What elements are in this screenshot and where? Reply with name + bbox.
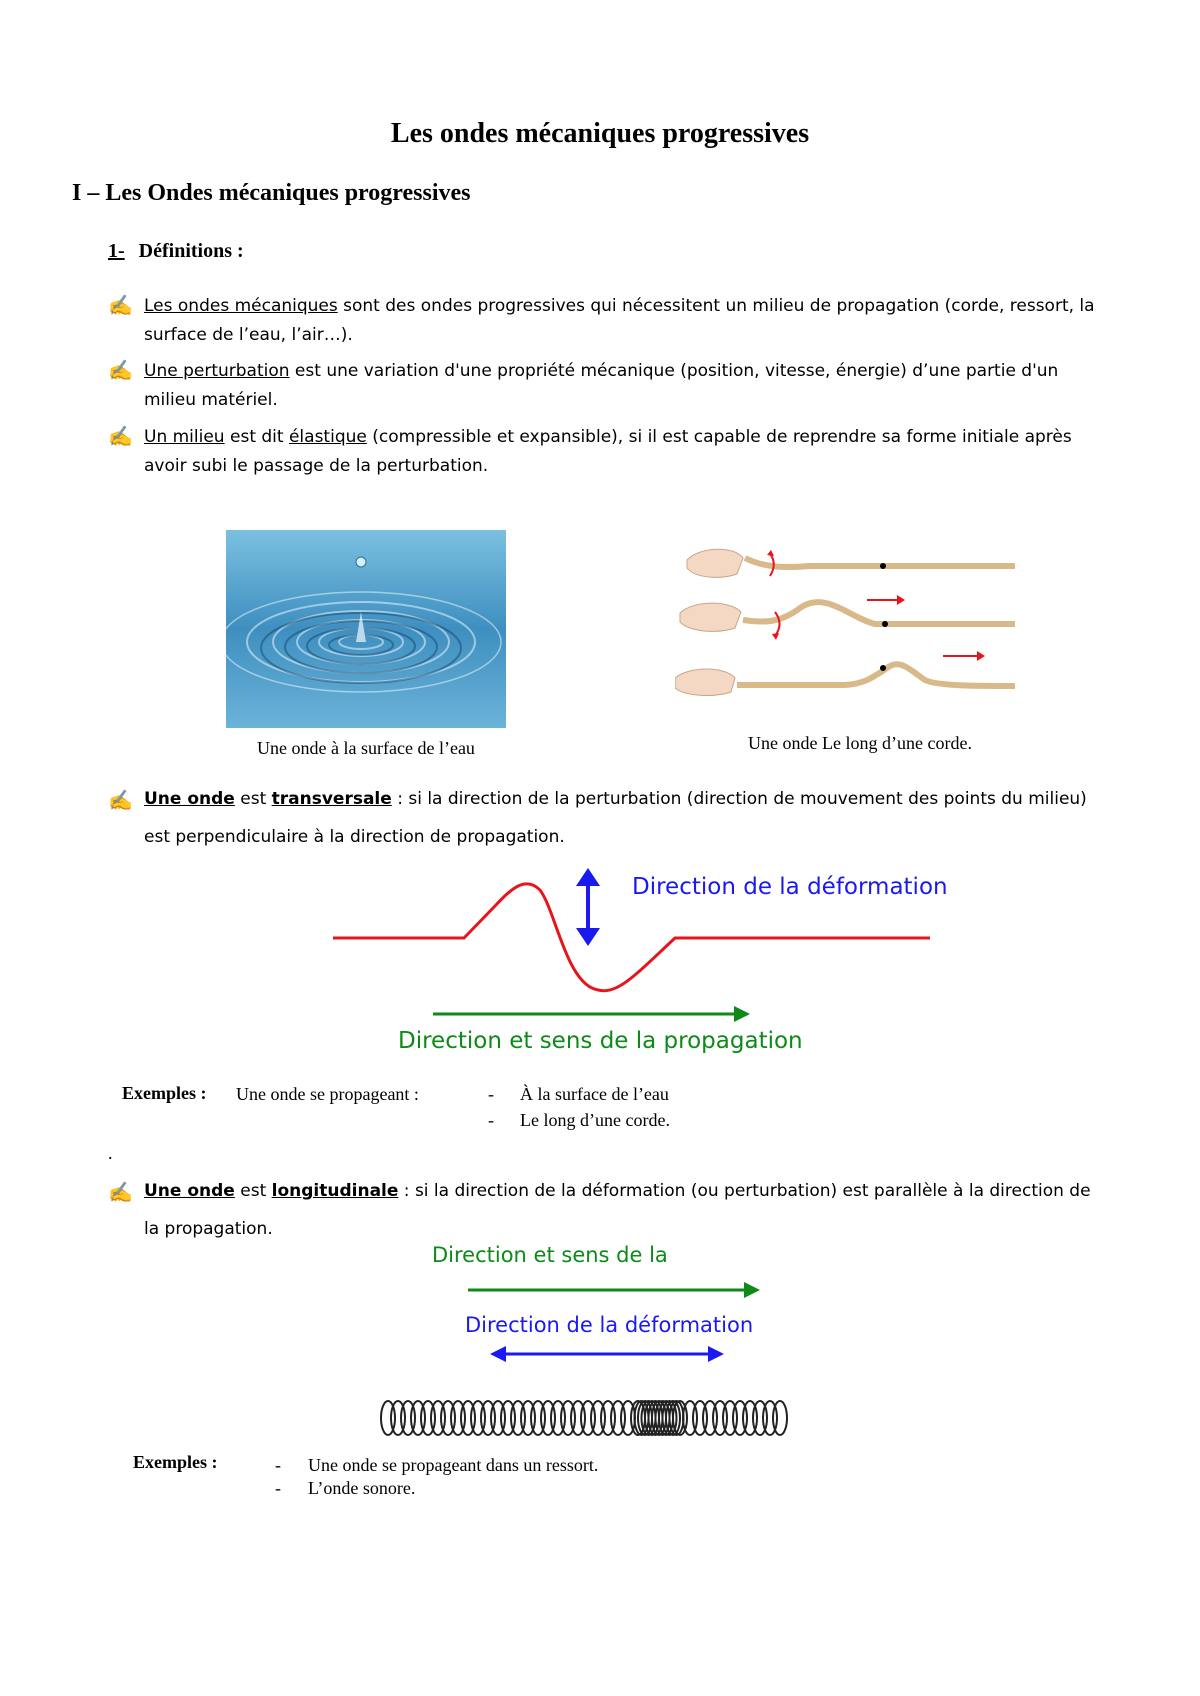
definition-text: est une variation d'une propriété mécanique (position, vitesse, énergie) d’une partie d'un [289, 361, 1059, 381]
water-caption: Une onde à la surface de l’eau [257, 738, 475, 758]
definition-text: (compressible et expansible), si il est capable de reprendre sa forme initiale après [366, 427, 1072, 447]
list-dash: - [275, 1478, 281, 1498]
propagation-arrow-icon [468, 1282, 760, 1298]
page-title: Les ondes mécaniques progressives [390, 118, 810, 149]
list-item: L’onde sonore. [308, 1478, 416, 1498]
rope-caption: Une onde Le long d’une corde. [748, 733, 972, 753]
water-ripple-image [226, 530, 506, 728]
writing-hand-icon: ✍ [108, 295, 133, 317]
term-milieu: Un milieu [144, 427, 225, 447]
list-item: Le long d’une corde. [520, 1110, 670, 1130]
propagation-arrow-icon [433, 1006, 750, 1022]
examples-label: Exemples : [133, 1452, 218, 1472]
spring-coil [773, 1401, 787, 1435]
writing-hand-icon: ✍ [108, 426, 133, 448]
deformation-label: Direction de la déformation [465, 1313, 754, 1337]
stray-dot: . [108, 1143, 113, 1163]
deformation-double-arrow-icon [490, 1346, 724, 1362]
definition-text: milieu matériel. [144, 390, 278, 410]
subsection-label: Définitions : [138, 240, 244, 262]
propagation-label: Direction et sens de la [432, 1243, 668, 1267]
definition-text: est perpendiculaire à la direction de propagation. [144, 827, 565, 847]
definition-onde-transversale [144, 780, 1134, 856]
propagation-label: Direction et sens de la propagation [398, 1028, 803, 1054]
definition-onde-longitudinale [144, 1172, 1134, 1248]
term-elastique: élastique [288, 427, 367, 447]
examples-intro: Une onde se propageant : [236, 1084, 419, 1104]
writing-hand-icon: ✍ [108, 360, 133, 382]
subsection-heading [108, 240, 244, 263]
term-longitudinale: longitudinale [271, 1181, 399, 1201]
spring-coils [381, 1401, 787, 1435]
term-ondes-mecaniques: Les ondes mécaniques [144, 296, 338, 316]
definition-text: sont des ondes progressives qui nécessitent un milieu de propagation (corde, ressort, la [337, 296, 1095, 316]
list-item: Une onde se propageant dans un ressort. [308, 1455, 599, 1475]
definition-text: est dit [224, 427, 289, 447]
section-heading: I – Les Ondes mécaniques progressives [72, 180, 471, 206]
writing-hand-icon: ✍ [108, 1182, 133, 1204]
definition-text: est [234, 789, 272, 809]
definition-text: : si la direction de la perturbation (direction de mouvement des points du milieu) [391, 789, 1087, 809]
definition-onde-mecanique [144, 292, 1134, 350]
list-dash: - [275, 1455, 281, 1475]
deformation-arrow-icon [576, 868, 600, 946]
term-perturbation: Une perturbation [144, 361, 290, 381]
term-une-onde: Une onde [144, 1181, 235, 1201]
subsection-number: 1- [108, 240, 125, 262]
term-une-onde: Une onde [144, 789, 235, 809]
rope-wave-image [675, 528, 1035, 708]
list-dash: - [488, 1110, 494, 1130]
examples-label: Exemples : [122, 1083, 207, 1103]
definition-text: avoir subi le passage de la perturbation. [144, 456, 489, 476]
deformation-label: Direction de la déformation [632, 874, 948, 900]
list-item: À la surface de l’eau [520, 1084, 669, 1104]
longitudinal-wave-diagram [380, 1270, 800, 1450]
writing-hand-icon: ✍ [108, 790, 133, 812]
term-transversale: transversale [271, 789, 392, 809]
definition-text: : si la direction de la déformation (ou perturbation) est parallèle à la direction de [398, 1181, 1091, 1201]
definition-text: la propagation. [144, 1219, 273, 1239]
definition-text: surface de l’eau, l’air…). [144, 325, 353, 345]
definition-perturbation [144, 357, 1134, 415]
definition-milieu-elastique [144, 423, 1134, 481]
definition-text: est [234, 1181, 272, 1201]
list-dash: - [488, 1084, 494, 1104]
